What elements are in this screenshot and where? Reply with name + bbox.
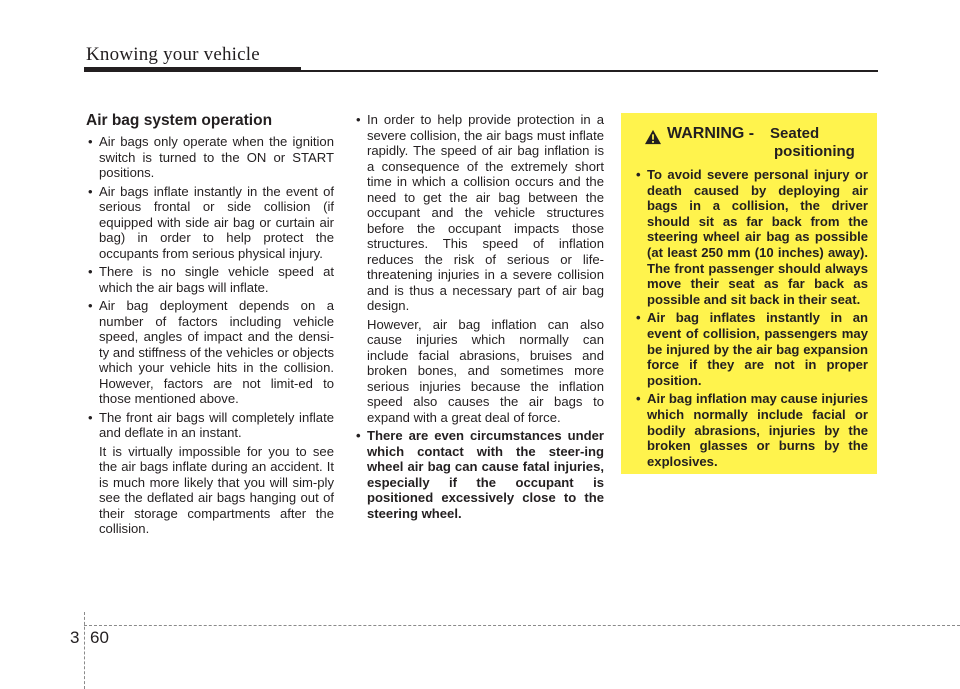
- column-left: [86, 112, 334, 540]
- list-item: • Air bags inflate instantly in the event of serious frontal or side collision (if equipped with side air bag or curtain air bag) in order to help protect the occupants from serious physical injury.: [86, 184, 334, 262]
- list-item: • There is no single vehicle speed at which the air bags will inflate.: [86, 264, 334, 295]
- paragraph: However, air bag inflation can also cause injuries which normally can include facial abrasions, bruises and broken bones, and sometimes more serious injuries because the inflation speed also causes the air bags to expand with a great deal of force.: [367, 316, 604, 425]
- paragraph: It is virtually impossible for you to see the air bags inflate during an accident. It is much more likely that you will sim-ply see the deflated air bags hanging out of their storage compartments after the collision.: [99, 443, 334, 536]
- footer-divider: [84, 612, 85, 689]
- list-item: • Air bag inflates instantly in an event of collision, passengers may be injured by the air bag expansion force if they are not in proper position.: [634, 310, 868, 388]
- warning-list: [634, 167, 868, 469]
- warning-title-line2: positioning: [774, 143, 855, 160]
- list-item: [86, 410, 334, 537]
- list-item: [354, 112, 604, 425]
- chapter-number: 3: [70, 628, 80, 647]
- header-bar: [84, 67, 301, 72]
- bullet-list: [86, 134, 334, 537]
- list-item: • Air bag inflation may cause injuries which normally include facial or bodily abrasions, injuries by the broken glasses or burns by the explosives.: [634, 391, 868, 469]
- warning-title-line1: Seated: [770, 125, 820, 142]
- page-header-title: Knowing your vehicle: [86, 44, 260, 65]
- page-number: 60: [90, 628, 109, 647]
- list-item-text: The front air bags will completely inflate and deflate in an instant.: [99, 409, 334, 440]
- list-item: • There are even circumstances under which contact with the steer-ing wheel air bag can cause fatal injuries, especially if the occupant is positioned excessively close to the steering wheel.: [354, 428, 604, 521]
- warning-box: [621, 113, 877, 474]
- column-middle: [354, 112, 604, 524]
- list-item: • Air bags only operate when the ignition switch is turned to the ON or START positions.: [86, 134, 334, 181]
- footer-rule: [84, 625, 960, 626]
- warning-triangle-icon: [644, 129, 662, 145]
- list-item-text: In order to help provide protection in a severe collision, the air bags must inflate rapidly. The speed of air bag inflation is a consequence of the extremely short time in which a collision occurs and the need to get the air bag between the occupant and the vehicle structures before the occupant impacts those structures. This speed of inflation reduces the risk of serious or life-threatening injuries in a severe collision and is thus a necessary part of air bag design.: [367, 112, 604, 313]
- bullet-list: [354, 112, 604, 521]
- list-item: • Air bag deployment depends on a number of factors including vehicle speed, angles of impact and the densi-ty and stiffness of the vehicles or objects which your vehicle hits in the collision. However, factors are not limit-ed to those mentioned above.: [86, 298, 334, 407]
- header-rule: [301, 70, 878, 72]
- list-item: • To avoid severe personal injury or death caused by deploying air bags in a collision, the driver should sit as far back from the steering wheel air bag as possible (at least 250 mm (10 inches) away). The front passenger should always move their seat as far back as possible and sit back in their seat.: [634, 167, 868, 307]
- warning-header: [634, 125, 868, 161]
- section-title: Air bag system operation: [86, 112, 273, 129]
- warning-label: WARNING -: [667, 125, 755, 142]
